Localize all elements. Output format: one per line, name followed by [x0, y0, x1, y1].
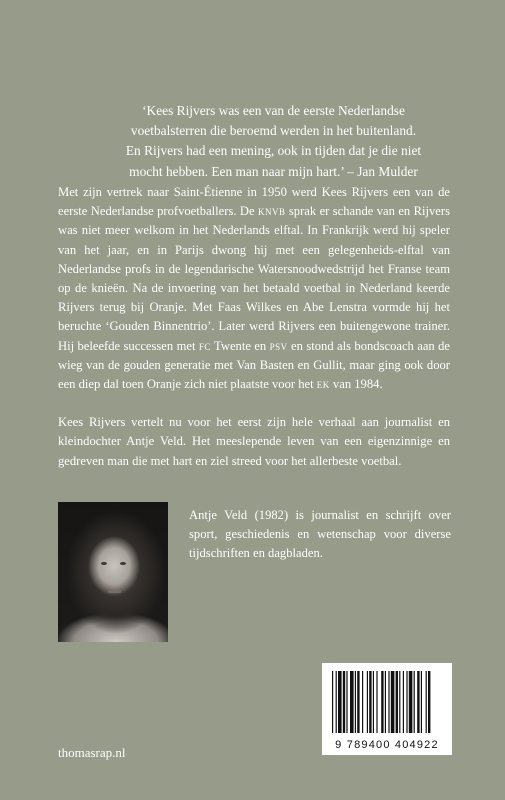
- quote-line: mocht hebben. Een man naar mijn hart.’ – Jan Mulder: [129, 163, 418, 179]
- author-bio: [189, 506, 451, 564]
- quote-line: voetbalsterren die beroemd werden in het buitenland.: [130, 123, 417, 139]
- author-bio-text: Antje Veld (1982) is journalist en schrijft over sport, geschiedenis en wetenschap voor diverse tijdschriften en dagbladen.: [189, 508, 451, 561]
- abbrev-knvb: knvb: [257, 204, 286, 219]
- quote-line: ‘Kees Rijvers was een van de eerste Nederlandse: [142, 103, 405, 118]
- photo-detail: [120, 562, 126, 565]
- abbrev-ek: ek: [316, 377, 330, 392]
- isbn-barcode: [322, 663, 452, 755]
- photo-detail: [108, 590, 121, 593]
- pull-quote: [96, 101, 451, 182]
- text-span: Met zijn vertrek naar Saint-Étienne in 1950 werd Kees Rijvers een van de eerste Nederlandse profvoetballers. De: [58, 185, 450, 219]
- blurb: [58, 183, 450, 490]
- publisher-website: thomasrap.nl: [58, 745, 126, 760]
- blurb-paragraph-2: Kees Rijvers vertelt nu voor het eerst zijn hele verhaal aan journalist en kleindochter Antje Veld. Het meeslepende leven van een eigenzinnige en gedreven man die met hart en ziel streed voor het allerbeste voetbal.: [58, 415, 450, 468]
- abbrev-fc: fc: [198, 338, 211, 353]
- author-photo: [58, 502, 168, 642]
- text-span: en stond als bondscoach aan de wieg van de gouden generatie met Van Basten en Gullit, maar ging ook door een diep dal toen Oranje zich niet plaatste voor het: [58, 338, 450, 392]
- barcode-bars: [322, 663, 452, 739]
- barcode-number: 9 789400 404922: [335, 739, 439, 751]
- text-span: sprak er schande van en Rijvers was niet meer welkom in het Nederlands elftal. In Frankrijk werd hij speler van het jaar, en in Parijs dwong hij met een gelegenheids-elftal van Nederlandse profs in de legendarische Watersnoodwedstrijd het Franse team op de knieën. Na de invoering van het betaald voetbal in Nederland keerde Rijvers terug bij Oranje. Met Faas Wilkes en Abe Lenstra vormde hij het beruchte ‘Gouden Binnentrio’. Later werd Rijvers een buitengewone trainer. Hij beleefde successen met: [58, 204, 450, 353]
- photo-detail: [101, 562, 107, 565]
- text-span: van 1984.: [329, 377, 383, 392]
- text-span: Twente en: [210, 338, 270, 353]
- quote-line: En Rijvers had een mening, ook in tijden dat je die niet: [125, 143, 422, 159]
- blurb-paragraph-1: [58, 183, 450, 394]
- abbrev-psv: psv: [269, 338, 288, 353]
